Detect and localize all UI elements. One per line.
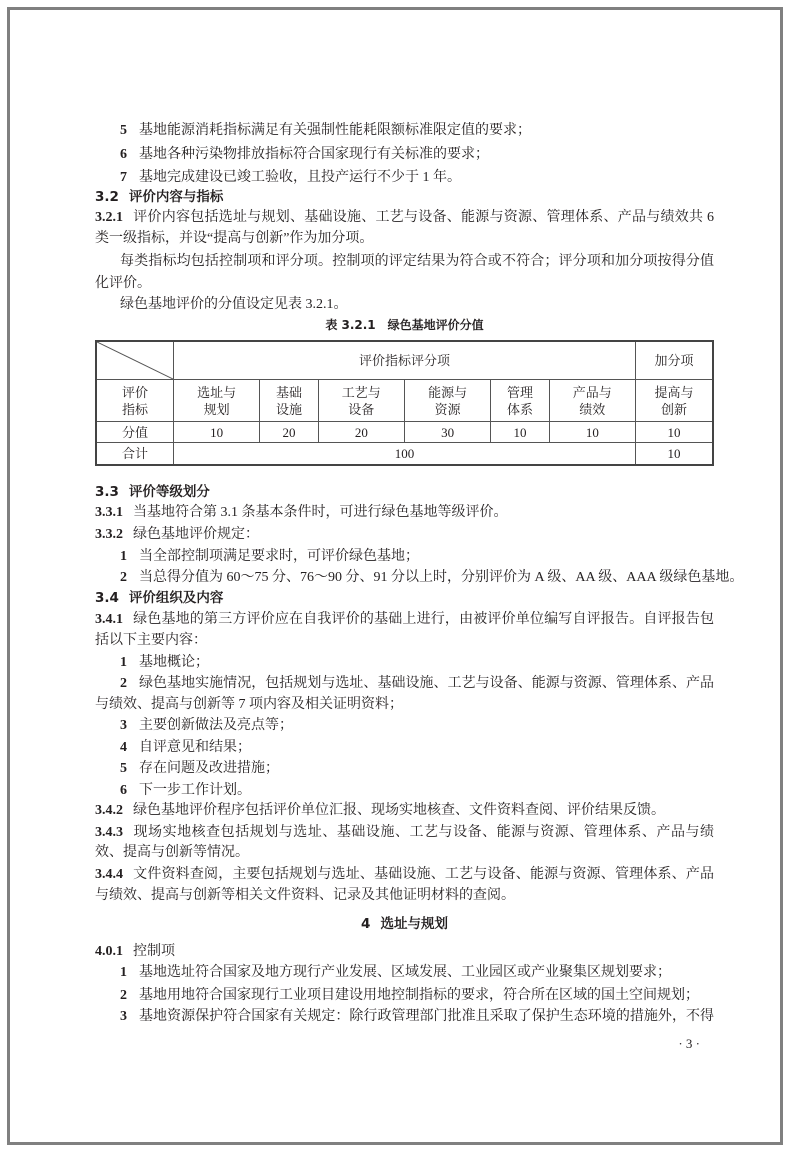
paragraph-line [120, 252, 714, 272]
clause-number: 4 [120, 740, 127, 755]
bonus-total-cell: 10 [636, 443, 714, 466]
list-item [120, 781, 714, 801]
list-item [120, 1007, 714, 1027]
clause-number: 3.2.1 [95, 210, 123, 225]
list-item [120, 547, 714, 567]
line-text: 控制项 [133, 944, 175, 959]
clause-number: 3.3 [95, 484, 119, 500]
list-item [120, 716, 714, 736]
clause-number: 3.4.2 [95, 803, 123, 818]
diagonal-header-cell [96, 341, 174, 380]
paragraph-line [95, 274, 714, 294]
line-text: 与绩效、提高与创新等相关文件资料、记录及其他证明材料的查阅。 [95, 888, 515, 903]
bonus-category-cell: 提高与 创新 [636, 380, 714, 422]
line-text: 现场实地核查包括规划与选址、基础设施、工艺与设备、能源与资源、管理体系、产品与绩 [133, 825, 714, 840]
clause-line [95, 503, 714, 523]
clause-line [95, 823, 714, 843]
line-text: 括以下主要内容： [95, 633, 207, 648]
line-text: 化评价。 [95, 276, 151, 291]
line-text: 下一步工作计划。 [139, 783, 251, 798]
line-text: 自评意见和结果； [139, 740, 251, 755]
line-text: 基地完成建设已竣工验收，且投产运行不少于 1 年。 [139, 170, 461, 185]
line-text: 绿色基地评价规定： [133, 527, 259, 542]
score-cell: 30 [404, 422, 490, 443]
list-item [120, 674, 714, 694]
line-text: 类一级指标，并设“提高与创新”作为加分项。 [95, 231, 374, 246]
list-item [120, 963, 714, 983]
section-heading [95, 482, 714, 503]
score-cell: 10 [491, 422, 549, 443]
paragraph-line [95, 695, 714, 715]
section-heading [95, 588, 714, 609]
line-text: 基地选址符合国家及地方现行产业发展、区域发展、工业园区或产业聚集区规划要求； [139, 965, 671, 980]
clause-line [95, 525, 714, 545]
score-table [95, 340, 714, 466]
clause-number: 3.4 [95, 590, 119, 606]
line-text: 绿色基地评价程序包括评价单位汇报、现场实地核查、文件资料查阅、评价结果反馈。 [133, 803, 665, 818]
list-item [120, 759, 714, 779]
clause-number: 3 [120, 1009, 127, 1024]
clause-number: 5 [120, 123, 127, 138]
category-cell: 能源与 资源 [404, 380, 490, 422]
clause-line [95, 610, 714, 630]
section-heading [95, 187, 714, 208]
table-category-row [96, 380, 713, 422]
list-item [120, 738, 714, 758]
line-text: 评价内容包括选址与规划、基础设施、工艺与设备、能源与资源、管理体系、产品与绩效共 6 [133, 210, 714, 225]
clause-line [95, 942, 714, 962]
table-header-row [96, 341, 713, 380]
line-text: 绿色基地的第三方评价应在自我评价的基础上进行，由被评价单位编写自评报告。自评报告包 [133, 612, 714, 627]
line-text: 评价内容与指标 [128, 189, 224, 205]
bonus-score-cell: 10 [636, 422, 714, 443]
line-text: 当全部控制项满足要求时，可评价绿色基地； [139, 549, 419, 564]
bonus-header: 加分项 [636, 341, 714, 380]
line-text: 基地概论； [139, 655, 209, 670]
clause-line [95, 865, 714, 885]
line-text: 基地用地符合国家现行工业项目建设用地控制指标的要求，符合所在区域的国土空间规划； [139, 988, 699, 1003]
clause-number: 3.4.3 [95, 825, 123, 840]
line-text: 基地各种污染物排放指标符合国家现行有关标准的要求； [139, 147, 489, 162]
score-label: 分值 [96, 422, 174, 443]
clause-number: 6 [120, 783, 127, 798]
total-cell: 100 [174, 443, 636, 466]
table-total-row [96, 443, 713, 466]
clause-number: 4.0.1 [95, 944, 123, 959]
line-text: 基地能源消耗指标满足有关强制性能耗限额标准限定值的要求； [139, 123, 531, 138]
line-text: 每类指标均包括控制项和评分项。控制项的评定结果为符合或不符合；评分项和加分项按得分值 [120, 254, 714, 269]
paragraph-line [95, 631, 714, 651]
category-cell: 产品与 绩效 [549, 380, 635, 422]
clause-number: 4 [361, 916, 371, 932]
list-item [120, 653, 714, 673]
clause-number: 2 [120, 570, 127, 585]
line-text: 主要创新做法及亮点等； [139, 718, 293, 733]
line-text: 选址与规划 [380, 916, 448, 932]
paragraph-line [95, 886, 714, 906]
paragraph-line [120, 295, 714, 315]
paragraph-line [95, 843, 714, 863]
line-text: 当基地符合第 3.1 条基本条件时，可进行绿色基地等级评价。 [133, 505, 508, 520]
score-cell: 20 [318, 422, 404, 443]
group-header: 评价指标评分项 [174, 341, 636, 380]
clause-number: 3.3.1 [95, 505, 123, 520]
clause-number: 1 [120, 655, 127, 670]
row-label: 评价 指标 [96, 380, 174, 422]
line-text: 评价等级划分 [128, 484, 210, 500]
clause-number: 1 [120, 549, 127, 564]
chapter-heading [95, 914, 714, 934]
score-cell: 20 [260, 422, 318, 443]
line-text: 评价组织及内容 [128, 590, 224, 606]
clause-number: 3.4.4 [95, 867, 123, 882]
clause-number: 3 [120, 718, 127, 733]
page-number: · 3 · [678, 1036, 700, 1051]
clause-number: 3.2 [95, 189, 119, 205]
line-text: 基地资源保护符合国家有关规定：除行政管理部门批准且采取了保护生态环境的措施外，不得 [139, 1009, 714, 1024]
clause-number: 5 [120, 761, 127, 776]
category-cell: 工艺与 设备 [318, 380, 404, 422]
line-text: 绿色基地评价的分值设定见表 3.2.1。 [120, 297, 348, 312]
clause-number: 6 [120, 147, 127, 162]
clause-line [95, 208, 714, 228]
line-text: 与绩效、提高与创新等 7 项内容及相关证明资料； [95, 697, 403, 712]
line-text: 文件资料查阅，主要包括规划与选址、基础设施、工艺与设备、能源与资源、管理体系、产品 [133, 867, 714, 882]
clause-number: 2 [120, 676, 127, 691]
clause-line [95, 801, 714, 821]
category-cell: 选址与 规划 [174, 380, 260, 422]
list-item [120, 568, 744, 588]
category-cell: 基础 设施 [260, 380, 318, 422]
total-label: 合计 [96, 443, 174, 466]
list-item [120, 145, 714, 165]
score-cell: 10 [174, 422, 260, 443]
clause-number: 2 [120, 988, 127, 1003]
list-item [120, 986, 714, 1006]
line-text: 当总得分值为 60～75 分、76～90 分、91 分以上时，分别评价为 A 级、AA 级、AAA 级绿色基地。 [139, 570, 744, 585]
table-caption: 表 3.2.1 绿色基地评价分值 [325, 318, 484, 332]
paragraph-line [95, 229, 714, 249]
line-text: 效、提高与创新等情况。 [95, 845, 249, 860]
line-text: 存在问题及改进措施； [139, 761, 279, 776]
line-text: 绿色基地实施情况，包括规划与选址、基础设施、工艺与设备、能源与资源、管理体系、产品 [139, 676, 714, 691]
list-item [120, 121, 714, 141]
category-cell: 管理 体系 [491, 380, 549, 422]
score-cell: 10 [549, 422, 635, 443]
clause-number: 3.3.2 [95, 527, 123, 542]
list-item [120, 168, 714, 188]
clause-number: 3.4.1 [95, 612, 123, 627]
table-score-row [96, 422, 713, 443]
clause-number: 1 [120, 965, 127, 980]
clause-number: 7 [120, 170, 127, 185]
